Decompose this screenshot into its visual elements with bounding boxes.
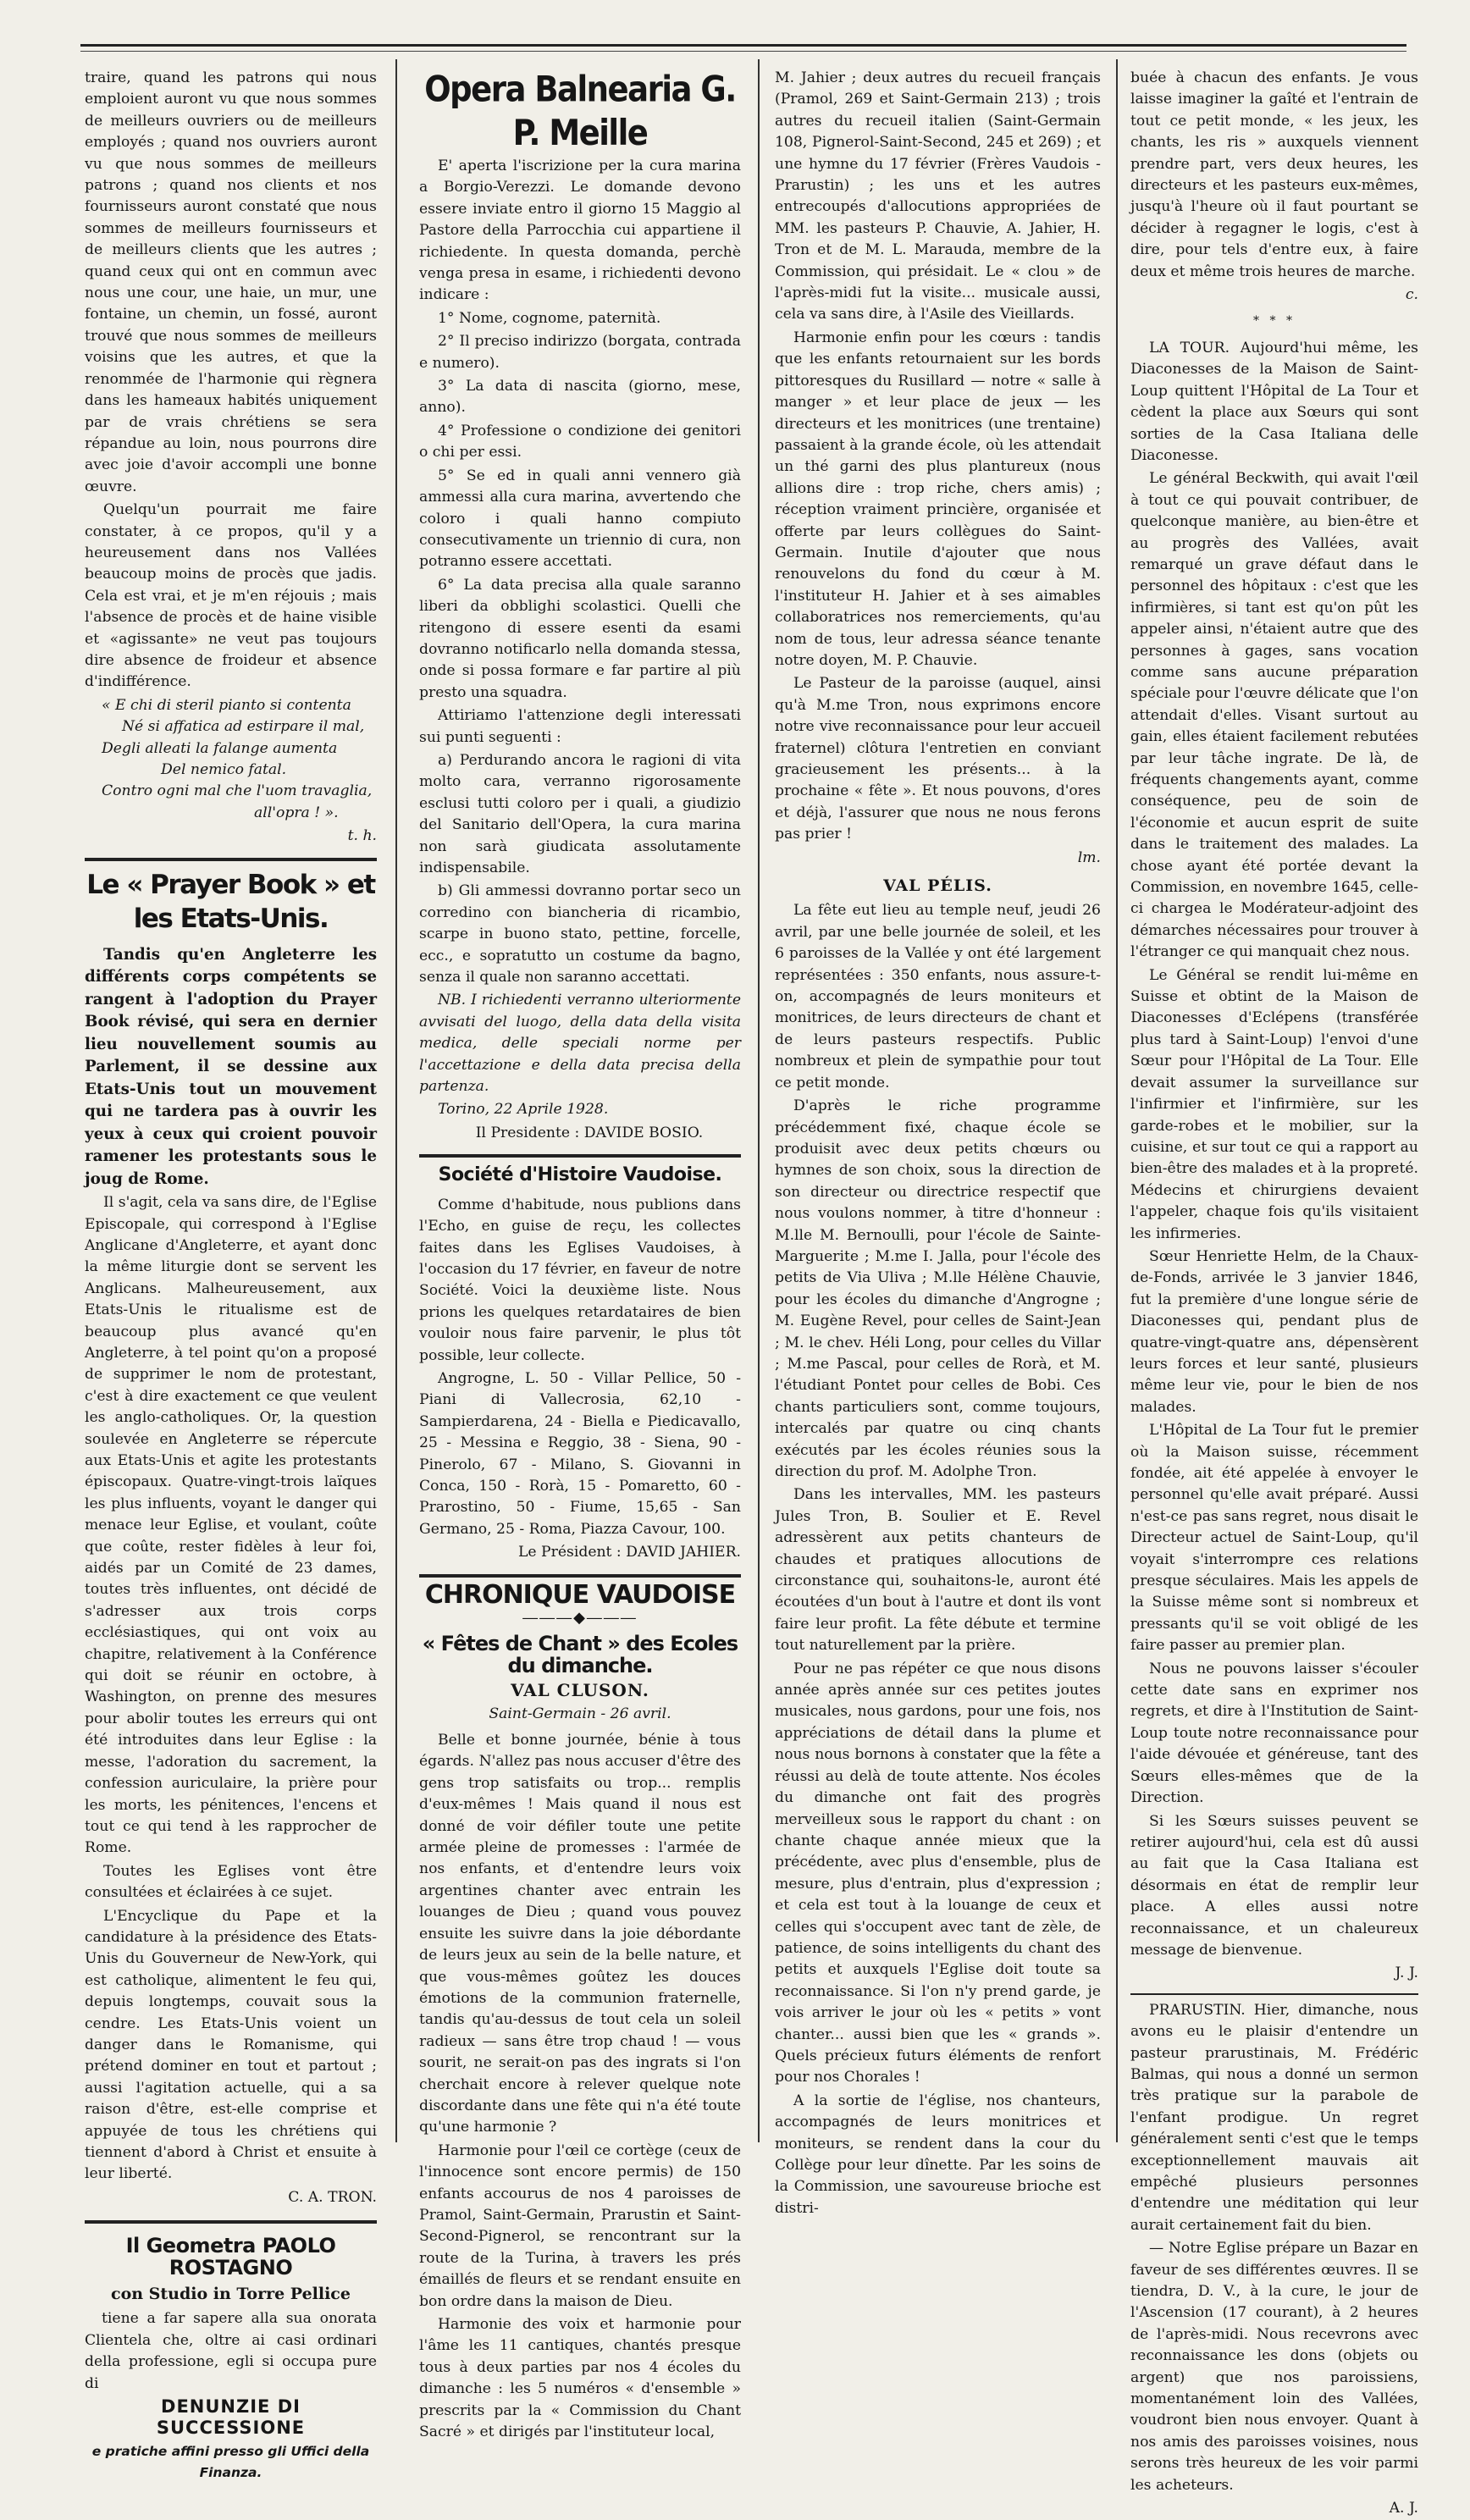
paragraph: Il s'agit, cela va sans dire, de l'Eglise Episcopale, qui correspond à l'Eglise Anglicane d'Angleterre, et ayant donc la même liturgie dont se servent les Anglicans. Malheureusement, aux Etats-Unis le ritualisme est de beaucoup plus avancé qu'en Angleterre, à tel point qu'on a proposé de supprimer le nom de protestant, c'est à dire exactement ce que veulent les anglo-catholiques. Or, la question soulevée en Angleterre se répercute aux Etats-Unis et agite les protestants épiscopaux. Quatre-vingt-trois laïques les plus influents, voyant le danger qui menace leur Eglise, et voulant, coûte que coûte, rester fidèles à leur foi, aidés par un Comité de 23 dames, toutes très influentes, ont décidé de s'adresser aux trois corps ecclésiastiques, qui ont voix au chapitre, relativement à la Conférence qui doit se réunir en octobre, à Washington, on prenne des mesures pour abolir toutes les erreurs qui ont été introduites dans leur Eglise : la messe, l'adoration du sacrement, la confession auriculaire, la prière pour les morts, les pénitences, l'encens et tout ce qui tend à les rapprocher de Rome. — [85, 1194, 377, 1857]
article-title: « Fêtes de Chant » des Ecoles du dimanche. — [422, 1632, 738, 1677]
signature: Le Président : DAVID JAHIER. — [518, 1544, 741, 1561]
article-title: Société d'Histoire Vaudoise. — [438, 1164, 722, 1186]
paragraph: Le Général se rendit lui-même en Suisse et obtint de la Maison de Diaconesses d'Eclépens (transférée plus tard à Saint-Loup) l'envoi d'une Sœur pour l'Hôpital de La Tour. Elle devait assumer la surveillance sur l'infirmier et l'infirmière, sur les garde-robes et le mobilier, sur la cuisine, et sur tout ce qui a rapport au bien-être des malades et à la propreté. Médecins et chirurgiens devaient l'appeler, chaque fois qu'ils visitaient les infirmeries. — [1130, 966, 1418, 1242]
paragraph: Pour ne pas répéter ce que nous disons année après année sur ces petites joutes musicales, nous gardons, pour une fois, nos appréciations de détail dans la plume et nous nous bornons à constater que la fête a réussi au delà de toute attente. Nos écoles du dimanche ont fait des progrès merveilleux sous le rapport du chant : on chante chaque année mieux que la précédente, avec plus d'ensemble, plus de mesure, plus d'entrain, plus d'expression ; et cela est tout à la louange de ceux et celles qui s'occupent avec tant de zèle, de patience, de soins intelligents du chant des petits et auxquels l'Eglise doit toute sa reconnaissance. Si l'on n'y prend garde, je vois arriver le jour où les « petits » vont chanter... aussi bien que les « grands ». Quels précieux futurs éléments de renfort pour nos Chorales ! — [775, 1660, 1101, 2086]
section-rule — [1130, 1993, 1418, 1995]
section-title: CHRONIQUE VAUDOISE — [424, 1579, 736, 1610]
signature: lm. — [1077, 848, 1101, 866]
top-rule — [80, 44, 1406, 47]
paragraph: Harmonie enfin pour les cœurs : tandis que les enfants retournaient sur les bords pittoresques du Rusillard — notre « salle à manger » et leur place de jeux — les directeurs et les monitrices (une trentaine) passaient à la grande école, où les attendait un thé garni des plus plantureux (nous allions dire : trop riche, chers amis) ; réception vraiment princière, organisée et offerte par leurs collègues do Saint-Germain. Inutile d'ajouter que nous renouvelons du fond du cœur à M. l'instituteur H. Jahier et à ses aimables collaboratrices nos remerciements, qu'au nom de tous, leur adressa séance tenante notre doyen, M. P. Chauvie. — [775, 329, 1101, 669]
paragraph: Angrogne, L. 50 - Villar Pellice, 50 - Piani di Vallecrosia, 62,10 - Sampierdarena, 24 - Biella e Piedicavallo, 25 - Messina e Reggio, 38 - Siena, 90 - Pinerolo, 67 - Milano, S. Giovanni in Conca, 150 - Rorà, 15 - Pomaretto, 60 - Prarostino, 50 - Fiume, 15,65 - San Germano, 25 - Roma, Piazza Cavour, 100. — [419, 1369, 741, 1538]
paragraph: Sœur Henriette Helm, de la Chaux-de-Fonds, arrivée le 3 janvier 1846, fut la première d'une longue série de Diaconesses qui, pendant plus de quatre-vingt-quatre ans, dépensèrent leurs forces et leur santé, plusieurs même leur vie, pour le bien de nos malades. — [1130, 1247, 1418, 1416]
ornament: ―――◆――― — [522, 1609, 638, 1627]
list-item: 4° Professione o condizione dei genitori o chi per essi. — [419, 422, 741, 461]
paragraph: E' aperta l'iscrizione per la cura marina a Borgio-Verezzi. Le domande devono essere inviate entro il giorno 15 Maggio al Pastore della Parrocchia cui appartiene il richiedente. In questa domanda, perchè venga presa in esame, i richiedenti devono indicare : — [419, 158, 741, 304]
paragraph: PRARUSTIN. Hier, dimanche, nous avons eu le plaisir d'entendre un pasteur prarustinais, M. Frédéric Balmas, qui nous a donné un sermon très pratique sur la parabole de l'enfant prodigue. Un regret généralement senti c'est que le temps exceptionnellement mauvais ait empêché plusieurs personnes d'entendre une méditation qui leur aurait certainement fait du bien. — [1130, 2001, 1418, 2234]
column-divider — [1116, 59, 1118, 2142]
paragraph: Toutes les Eglises vont être consultées et éclairées à ce sujet. — [85, 1862, 377, 1902]
paragraph: traire, quand les patrons qui nous emploient auront vu que nous sommes de meilleurs ouvriers ou de meilleurs employés ; quand nos ouvriers auront vu que nous sommes de meilleurs patrons ; quand nos clients et nos fournisseurs auront constaté que nous sommes de meilleurs fournisseurs et de meilleurs clients que les autres ; quand ceux qui ont en commun avec nous une cour, une haie, un mur, une fontaine, un chemin, un fossé, auront trouvé que nous sommes de meilleurs voisins que les autres, et que la renommée de l'harmonie qui règnera dans les hameaux habités uniquement par de vrais chrétiens se sera répandue au loin, nous pourrons dire avec joie d'avoir accompli une bonne œuvre. — [85, 69, 377, 495]
signature: A. J. — [1389, 2500, 1418, 2517]
dateline: Saint-Germain - 26 avril. — [489, 1705, 671, 1722]
top-rule-thin — [80, 51, 1406, 52]
section-rule — [419, 1574, 741, 1578]
poem-line: Né si affatica ad estirpare il mal, — [122, 718, 365, 736]
column-divider — [758, 59, 760, 2142]
poem-line: Del nemico fatal. — [161, 761, 287, 778]
signature: Il Presidente : DAVIDE BOSIO. — [475, 1124, 704, 1141]
paragraph: Harmonie des voix et harmonie pour l'âme les 11 cantiques, chantés presque tous à deux parties par nos 4 écoles du dimanche : les 5 numéros « d'ensemble » prescrits par la « Commission du Chant Sacré » et dirigés par l'instituteur local, — [419, 2316, 741, 2441]
paragraph: Quelqu'un pourrait me faire constater, à ce propos, qu'il y a heureusement dans nos Vallées beaucoup moins de procès que jadis. Cela est vrai, et je m'en réjouis ; mais l'absence de procès et de haine visible et «agissante» ne veut pas toujours dire absence de froideur et absence d'indifférence. — [85, 501, 377, 691]
paragraph: M. Jahier ; deux autres du recueil français (Pramol, 269 et Saint-Germain 213) ; trois autres du recueil italien (Saint-Germain 108, Pignerol-Saint-Second, 245 et 269) ; et une hymne du 17 février (Frères Vaudois - Prarustin) ; les uns et les autres entrecoupés d'allocutions appropriées de MM. les pasteurs P. Chauvie, A. Jahier, H. Tron et de M. L. Marauda, membre de la Commission, qui présidait. Le « clou » de l'après-midi fut la visite... musicale aussi, cela va sans dire, à l'Asile des Vieillards. — [775, 69, 1101, 323]
list-item: 2° Il preciso indirizzo (borgata, contrada e numero). — [419, 333, 741, 372]
column-divider — [395, 59, 397, 2142]
advertisement — [85, 2220, 377, 2484]
poem-line: Degli alleati la falange aumenta — [102, 739, 338, 757]
note: NB. I richiedenti verranno ulteriormente avvisati del luogo, della data della visita medica, delle speciali norme per l'accettazione e della data precisa della partenza. — [419, 992, 741, 1096]
poem-line: Contro ogni mal che l'uom travaglia, — [102, 782, 373, 800]
paragraph: — Notre Eglise prépare un Bazar en faveur de ses différentes œuvres. Il se tiendra, D. V., à la cure, le jour de l'Ascension (17 courant), à 2 heures de l'après-midi. Nous recevrons avec reconnaissance les dons (objets ou argent) que nos paroissiens, momentanément loin des Vallées, voudront bien nous envoyer. Quant à nos amis des paroisses voisines, nous serons très heureux de les voir parmi les acheteurs. — [1130, 2240, 1418, 2494]
ad-text: tiene a far sapere alla sua onorata Clientela che, oltre ai casi ordinari della professione, egli si occupa pure di — [85, 2310, 377, 2392]
paragraph: LA TOUR. Aujourd'hui même, les Diaconesses de la Maison de Saint-Loup quittent l'Hôpital de La Tour et cèdent la place aux Sœurs qui sont sorties de la Casa Italiana delle Diaconesse. — [1130, 339, 1418, 464]
separator-stars: * * * — [1253, 314, 1296, 329]
signature: t. h. — [347, 827, 377, 845]
paragraph: Le général Beckwith, qui avait l'œil à tout ce qui pouvait contribuer, de quelconque manière, au bien-être et au progrès des Vallées, avait remarqué un grave défaut dans le personnel des hôpitaux : c'est que les infirmières, si tant est qu'on pût les appeler ainsi, n'étaient autre que des personnes à gages, sans vocation comme sans aucune préparation spéciale pour l'œuvre délicate que l'on attendait d'elles. Visant surtout au gain, elles étaient facilement rebutées par leur tâche ingrate. De là, de fréquents changements ayant, comme conséquence, peu de soin de l'économie et aucun esprit de suite dans le traitement des malades. La chose ayant été portée devant la Commission, en novembre 1645, celle-ci chargea le Modérateur-adjoint des démarches nécessaires pour trouver à l'étranger ce qui manquait chez nous. — [1130, 470, 1418, 961]
list-item: a) Perdurando ancora le ragioni di vita molto cara, verranno rigorosamente esclusi tutti coloro per i quali, a giudizio del Sanitario dell'Opera, la cura marina non sarà giudicata assolutamente indispensabile. — [419, 751, 741, 876]
paragraph: Attiriamo l'attenzione degli interessati sui punti seguenti : — [419, 707, 741, 746]
paragraph: buée à chacun des enfants. Je vous laisse imaginer la gaîté et l'entrain de tout ce petit monde, « les jeux, les chants, les ris » auxquels viennent prendre part, vers deux heures, les directeurs et les pasteurs eux-mêmes, jusqu'à l'heure où il faut pourtant se décider à regagner le logis, c'est à dire, pour tels d'entre eux, à faire deux et même trois heures de marche. — [1130, 69, 1418, 280]
lead-paragraph: Tandis qu'en Angleterre les différents corps compétents se rangent à l'adoption du Prayer Book révisé, qui sera en dernier lieu nouvellement soumis au Parlement, il se dessine aux Etats-Unis tout un mouvement qui ne tardera pas à ouvrir les yeux à ceux qui croient pouvoir ramener les protestants sous le joug de Rome. — [85, 945, 377, 1188]
ad-line: DENUNZIE DI SUCCESSIONE — [156, 2396, 306, 2439]
list-item: b) Gli ammessi dovranno portar seco un corredino con biancheria di ricambio, scarpe in buono stato, pettine, forcelle, ecc., e sopratutto un costume da bagno, senza il quale non saranno accettati. — [419, 882, 741, 986]
article-title: Opera Balnearia G. P. Meille — [424, 69, 736, 154]
signature: c. — [1405, 286, 1418, 304]
signature: J. J. — [1395, 1965, 1418, 1982]
paragraph: Si les Sœurs suisses peuvent se retirer aujourd'hui, cela est dû aussi au fait que la Casa Italiana est désormais en état de remplir leur place. A elles aussi notre reconnaissance, et un chaleureux message de bienvenue. — [1130, 1812, 1418, 1959]
column-3 — [775, 68, 1101, 2217]
subheading: VAL CLUSON. — [511, 1680, 649, 1701]
ad-title: Il Geometra PAOLO ROSTAGNO — [125, 2234, 336, 2280]
list-item: 6° La data precisa alla quale saranno liberi da obblighi scolastici. Quelli che ritengono di essere esenti da esami dovranno notificarlo nella domanda stessa, onde si possa formare e far partire al più presto una squadra. — [419, 576, 741, 701]
column-2 — [419, 68, 741, 2441]
poem-line: « E chi di steril pianto si contenta — [102, 696, 351, 714]
paragraph: Le Pasteur de la paroisse (auquel, ainsi qu'à M.me Tron, nous exprimons encore notre vive reconnaissance pour leur accueil fraternel) clôtura l'entretien en conviant gracieusement les présents... à la prochaine « fête ». Et nous pouvons, d'ores et déjà, l'assurer que nous ne nous ferons pas prier ! — [775, 675, 1101, 843]
subheading: VAL PÉLIS. — [883, 876, 992, 896]
paragraph: Harmonie pour l'œil ce cortège (ceux de l'innocence sont encore permis) de 150 enfants accourus de nos 4 paroisses de Pramol, Saint-Germain, Prarustin et Saint-Second-Pignerol, se rencontrant sur la route de la Turina, à travers les prés émaillés de fleurs et se rendant ensuite en bon ordre dans la maison de Dieu. — [419, 2141, 741, 2310]
list-item: 5° Se ed in quali anni vennero già ammessi alla cura marina, avvertendo che coloro i quali hanno compiuto consecutivamente un triennio di cura, non potranno essere accettati. — [419, 467, 741, 571]
article-title: Le « Prayer Book » et les Etats-Unis. — [86, 869, 375, 934]
list-item: 1° Nome, cognome, paternità. — [438, 309, 661, 327]
poem-line: all'opra ! ». — [254, 804, 339, 821]
paragraph: Belle et bonne journée, bénie à tous égards. N'allez pas nous accuser d'être des gens trop satisfaits ou trop... remplis d'eux-mêmes ! Mais quand il nous est donné de voir défiler toute une petite armée pleine de promesses : l'armée de nos enfants, et d'entendre leurs voix argentines chanter avec entrain les louanges de Dieu ; quand vous pouvez ensuite les suivre dans la joie débordante de leurs jeux au sein de la belle nature, et que vous-mêmes goûtez les douces émotions de la communion fraternelle, tandis qu'au-dessus de tout cela un soleil radieux — sans être trop chaud ! — vous sourit, ne serait-on pas des ingrats si l'on cherchait encore à relever quelque note discordante dans une fête qui n'a été toute qu'une harmonie ? — [419, 1732, 741, 2136]
paragraph: Dans les intervalles, MM. les pasteurs Jules Tron, B. Soulier et E. Revel adressèrent aux petits chanteurs de chaudes et pratiques allocutions de circonstance qui, souhaitons-le, auront été écoutées d'un bout à l'autre et dont ils vont faire leur profit. La fête débute et termine tout naturellement par la prière. — [775, 1486, 1101, 1655]
paragraph: La fête eut lieu au temple neuf, jeudi 26 avril, par une belle journée de soleil, et les 6 paroisses de la Vallée y ont été largement représentées : 350 enfants, nous assure-t-on, accompagnés de leurs moniteurs et monitrices, de leurs directeurs de chant et de leurs pasteurs respectifs. Public nombreux et plein de sympathie pour tout ce petit monde. — [775, 902, 1101, 1091]
paragraph: L'Hôpital de La Tour fut le premier où la Maison suisse, récemment fondée, ait été appelée à envoyer le personnel qu'elle avait préparé. Aussi n'est-ce pas sans regret, nous disait le Directeur actuel de Saint-Loup, qu'il voyait s'interrompre ces relations presque séculaires. Mais les appels de la Suisse même sont si nombreux et pressants qu'il se voit obligé de les faire passer au premier plan. — [1130, 1422, 1418, 1655]
ad-line: e pratiche affini presso gli Uffici della Finanza. — [91, 2443, 370, 2481]
paragraph: Nous ne pouvons laisser s'écouler cette date sans en exprimer nos regrets, et dire à l'Institution de Saint-Loup toute notre reconnaissance pour l'aide dévouée et généreuse, tant des Sœurs elles-mêmes que de la Direction. — [1130, 1660, 1418, 1807]
section-rule — [419, 1154, 741, 1158]
section-rule — [85, 858, 377, 861]
list-item: 3° La data di nascita (giorno, mese, anno). — [419, 378, 741, 417]
paragraph: L'Encyclique du Pape et la candidature à la présidence des Etats-Unis du Gouverneur de New-York, qui est catholique, alimentent le feu qui, depuis longtemps, couvait sous la cendre. Les Etats-Unis voient un danger dans le Romanisme, qui prétend dominer en tout et partout ; aussi l'agitation actuelle, qui a sa raison d'être, est-elle comprise et appuyée de tous les chrétiens qui tiennent d'abord à Christ et ensuite à leur liberté. — [85, 1907, 377, 2183]
signature: C. A. TRON. — [288, 2188, 377, 2206]
paragraph: D'après le riche programme précédemment fixé, chaque école se produisit avec deux petits chœurs ou hymnes de son choix, sous la direction de son directeur ou directrice respectif que nous voulons nommer, à titre d'honneur : M.lle M. Bernoulli, pour l'école de Sainte-Marguerite ; M.me I. Jalla, pour l'école des petits de Via Uliva ; M.lle Hélène Chauvie, pour les écoles du dimanche d'Angrogne ; M. Eugène Revel, pour celles de Saint-Jean ; M. le chev. Héli Long, pour celles du Villar ; M.me Pascal, pour celles de Rorà, et M. l'étudiant Pontet pour celles de Bobi. Ces chants particuliers sont, comme toujours, intercalés par quatre ou cinq chants exécutés par les écoles réunies sous la direction du prof. M. Adolphe Tron. — [775, 1097, 1101, 1480]
paragraph: Comme d'habitude, nous publions dans l'Echo, en guise de reçu, les collectes faites dans les Eglises Vaudoises, à l'occasion du 17 février, en faveur de notre Société. Voici la deuxième liste. Nous prions les quelques retardataires de bien vouloir nous faire parvenir, le plus tôt possible, leur collecte. — [419, 1196, 741, 1364]
ad-studio: con Studio in Torre Pellice — [111, 2285, 351, 2304]
column-4 — [1130, 68, 1418, 2517]
dateline: Torino, 22 Aprile 1928. — [438, 1101, 609, 1119]
paragraph: A la sortie de l'église, nos chanteurs, accompagnés de leurs monitrices et moniteurs, se rendent dans la cour du Collège pour leur dînette. Par les soins de la Commission, une savoureuse brioche est distri- — [775, 2092, 1101, 2217]
column-1 — [85, 68, 377, 2481]
